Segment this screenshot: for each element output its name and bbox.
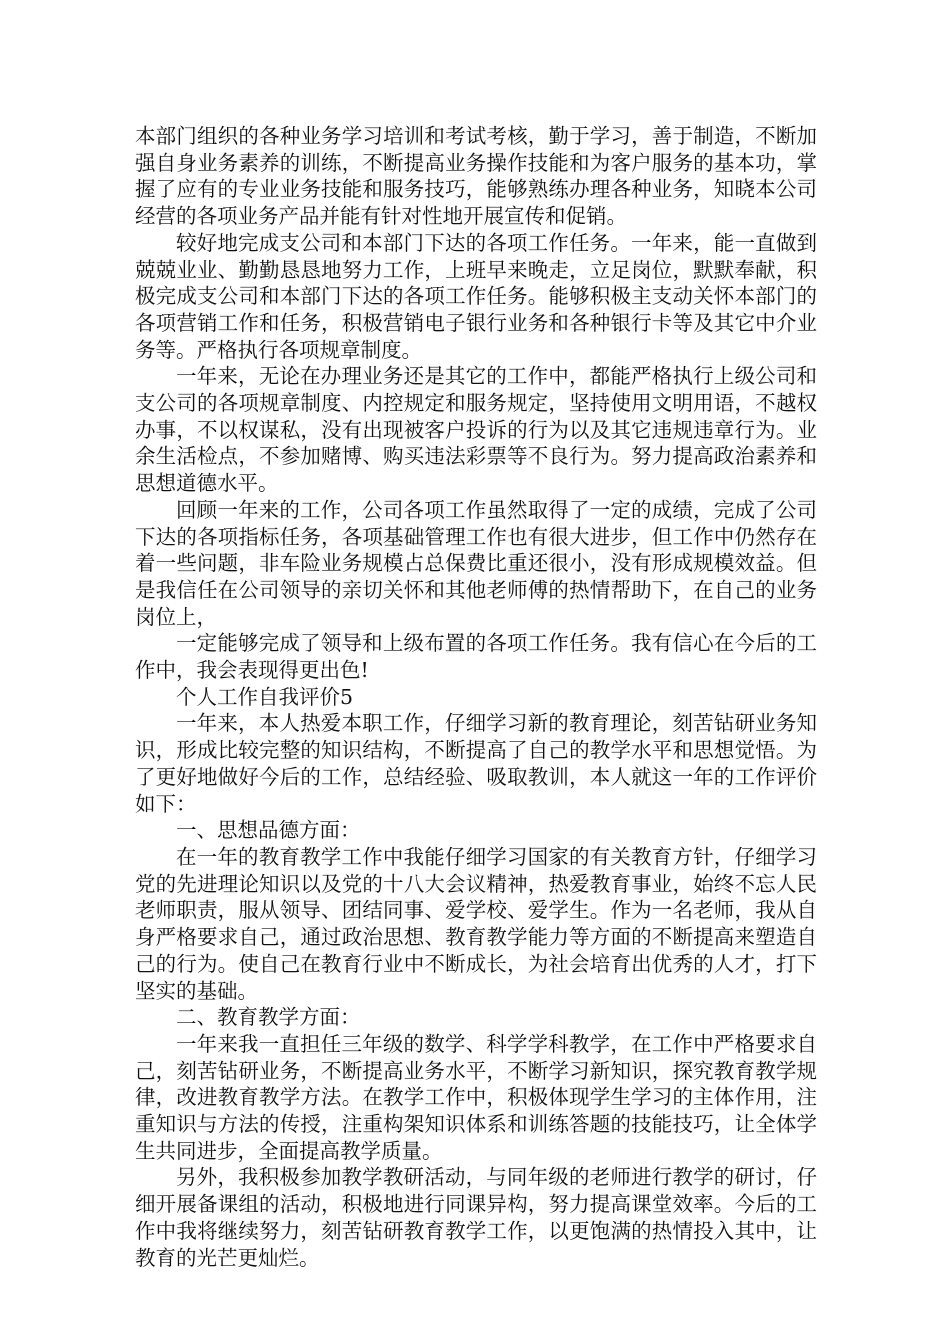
paragraph-5: 一定能够完成了领导和上级布置的各项工作任务。我有信心在今后的工作中，我会表现得更出色! [135, 631, 817, 683]
paragraph-4: 回顾一年来的工作，公司各项工作虽然取得了一定的成绩，完成了公司下达的各项指标任务，各项基础管理工作也有很大进步，但工作中仍然存在着一些问题，非车险业务规模占总保费比重还很小，没有形成规模效益。但是我信任在公司领导的亲切关怀和其他老师傅的热情帮助下，在自己的业务岗位上， [135, 497, 817, 629]
paragraph-3: 一年来，无论在办理业务还是其它的工作中，都能严格执行上级公司和支公司的各项规章制度、内控规定和服务规定，坚持使用文明用语，不越权办事，不以权谋私，没有出现被客户投诉的行为以及其它违规违章行为。业余生活检点，不参加赌博、购买违法彩票等不良行为。努力提高政治素养和思想道德水平。 [135, 364, 817, 496]
subheading-teaching: 二、教育教学方面： [176, 1005, 361, 1030]
paragraph-1: 本部门组织的各种业务学习培训和考试考核，勤于学习，善于制造，不断加强自身业务素养的训练，不断提高业务操作技能和为客户服务的基本功，掌握了应有的专业业务技能和服务技巧，能够熟练办理各种业务，知晓本公司经营的各项业务产品并能有针对性地开展宣传和促销。 [135, 124, 817, 229]
paragraph-11: 一年来我一直担任三年级的数学、科学学科教学，在工作中严格要求自己，刻苦钻研业务，不断提高业务水平，不断学习新知识，探究教育教学规律，改进教育教学方法。在教学工作中，积极体现学生学习的主体作用，注重知识与方法的传授，注重构架知识体系和训练答题的技能技巧，让全体学生共同进步，全面提高教学质量。 [135, 1031, 817, 1163]
paragraph-2: 较好地完成支公司和本部门下达的各项工作任务。一年来，能一直做到兢兢业业、勤勤恳恳地努力工作，上班早来晚走，立足岗位，默默奉献，积极完成支公司和本部门下达的各项工作任务。能够积极主支动关怀本部门的各项营销工作和任务，积极营销电子银行业务和各种银行卡等及其它中介业务等。严格执行各项规章制度。 [135, 230, 817, 362]
subheading-ideology: 一、思想品德方面： [176, 818, 361, 843]
document-body [135, 123, 817, 1271]
paragraph-9: 在一年的教育教学工作中我能仔细学习国家的有关教育方针，仔细学习党的先进理论知识以及党的十八大会议精神，热爱教育事业，始终不忘人民老师职责，服从领导、团结同事、爱学校、爱学生。作为一名老师，我从自身严格要求自己，通过政治思想、教育教学能力等方面的不断提高来塑造自己的行为。使自己在教育行业中不断成长，为社会培育出优秀的人才，打下坚实的基础。 [135, 844, 817, 1003]
paragraph-7: 一年来，本人热爱本职工作，仔细学习新的教育理论，刻苦钻研业务知识，形成比较完整的知识结构，不断提高了自己的教学水平和思想觉悟。为了更好地做好今后的工作，总结经验、吸取教训，本人就这一年的工作评价如下： [135, 711, 817, 816]
paragraph-12: 另外，我积极参加教学教研活动，与同年级的老师进行教学的研讨，仔细开展备课组的活动，积极地进行同课异构，努力提高课堂效率。今后的工作中我将继续努力，刻苦钻研教育教学工作，以更饱满的热情投入其中，让教育的光芒更灿烂。 [135, 1165, 817, 1270]
section-heading: 个人工作自我评价5 [176, 684, 354, 709]
